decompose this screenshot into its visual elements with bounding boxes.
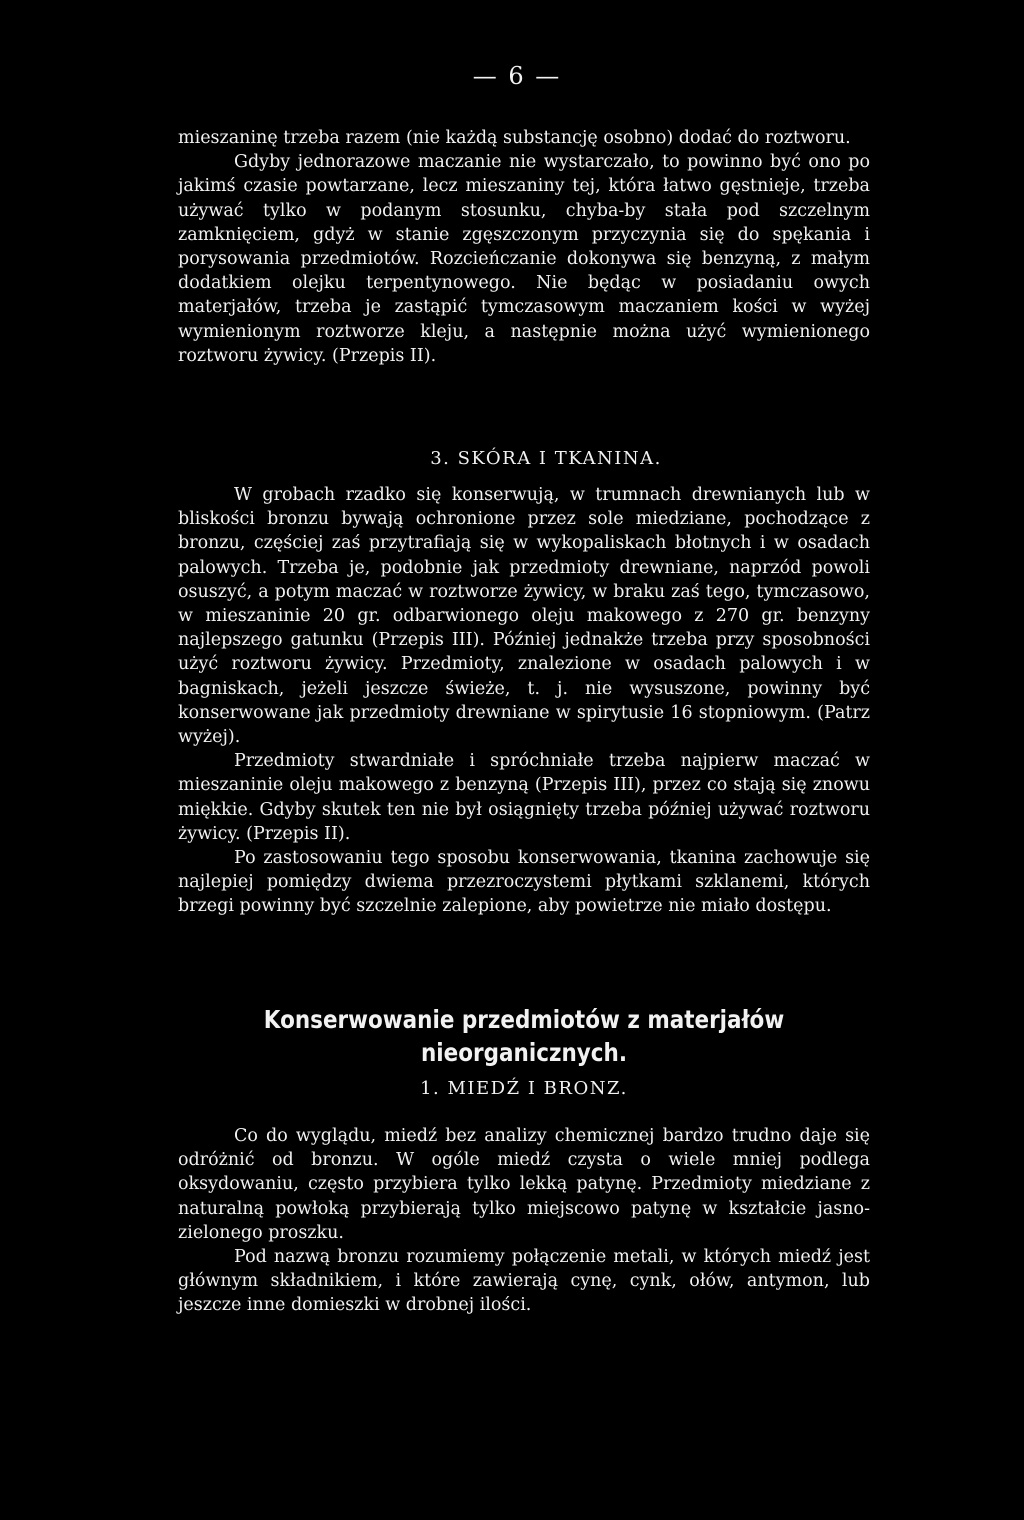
paragraph: mieszaninę trzeba razem (nie każdą substancję osobno) dodać do roztworu. (178, 128, 851, 148)
text-block-miedz (178, 1124, 870, 1318)
text-block-skora (178, 483, 870, 919)
paragraph: Pod nazwą bronzu rozumiemy połączenie metali, w których miedź jest głównym składnikiem, i które zawierają cynę, cynk, ołów, antymon, lub jeszcze inne domieszki w drobnej ilości. (178, 1247, 870, 1316)
section-heading-skora-i-tkanina: 3. SKÓRA I TKANINA. (430, 448, 662, 469)
section-heading-miedz-i-bronz: 1. MIEDŹ I BRONZ. (420, 1078, 628, 1099)
chapter-heading: Konserwowanie przedmiotów z materjałów nieorganicznych. (263, 1005, 785, 1067)
paragraph: Przedmioty stwardniałe i spróchniałe trzeba najpierw maczać w mieszaninie oleju makowego z benzyną (Przepis III), przez co stają się znowu miękkie. Gdyby skutek ten nie był osiągnięty trzeba później używać roztworu żywicy. (Przepis II). (178, 751, 870, 844)
paragraph: Po zastosowaniu tego sposobu konserwowania, tkanina zachowuje się najlepiej pomiędzy dwiema przezroczystemi płytkami szklanemi, których brzegi powinny być szczelnie zalepione, aby powietrze nie miało dostępu. (178, 848, 870, 917)
paragraph: Co do wyglądu, miedź bez analizy chemicznej bardzo trudno daje się odróżnić od bronzu. W ogóle miedź czysta o wiele mniej podlega oksydowaniu, często przybiera tylko lekką patynę. Przedmioty miedziane z naturalną powłoką przybierają tylko miejscowo patynę w kształcie jasno-zielonego proszku. (178, 1126, 870, 1243)
paragraph: Gdyby jednorazowe maczanie nie wystarczało, to powinno być ono po jakimś czasie powtarzane, lecz mieszaniny tej, która łatwo gęstnieje, trzeba używać tylko w podanym stosunku, chyba-by stała pod szczelnym zamknięciem, gdyż w stanie zgęszczonym przyczynia się do spękania i porysowania przedmiotów. Rozcieńczanie dokonywa się benzyną, z małym dodatkiem olejku terpentynowego. Nie będąc w posiadaniu owych materjałów, trzeba je zastąpić tymczasowym maczaniem kości w wyżej wymienionym roztworze kleju, a następnie można użyć wymienionego roztworu żywicy. (Przepis II). (178, 152, 870, 366)
text-block-intro (178, 126, 870, 368)
page-number: — 6 — (472, 62, 562, 90)
paragraph: W grobach rzadko się konserwują, w trumnach drewnianych lub w bliskości bronzu bywają ochronione przez sole miedziane, pochodzące z bronzu, częściej zaś przytrafiają się w wykopaliskach błotnych i w osadach palowych. Trzeba je, podobnie jak przedmioty drewniane, naprzód powoli osuszyć, a potym maczać w roztworze żywicy, w braku zaś tego, tymczasowo, w mieszaninie 20 gr. odbarwionego oleju makowego z 270 gr. benzyny najlepszego gatunku (Przepis III). Później jednakże trzeba przy sposobności użyć roztworu żywicy. Przedmioty, znalezione w osadach palowych i w bagniskach, jeżeli jeszcze świeże, t. j. nie wysuszone, powinny być konserwowane jak przedmioty drewniane w spirytusie 16 stopniowym. (Patrz wyżej). (178, 485, 870, 748)
